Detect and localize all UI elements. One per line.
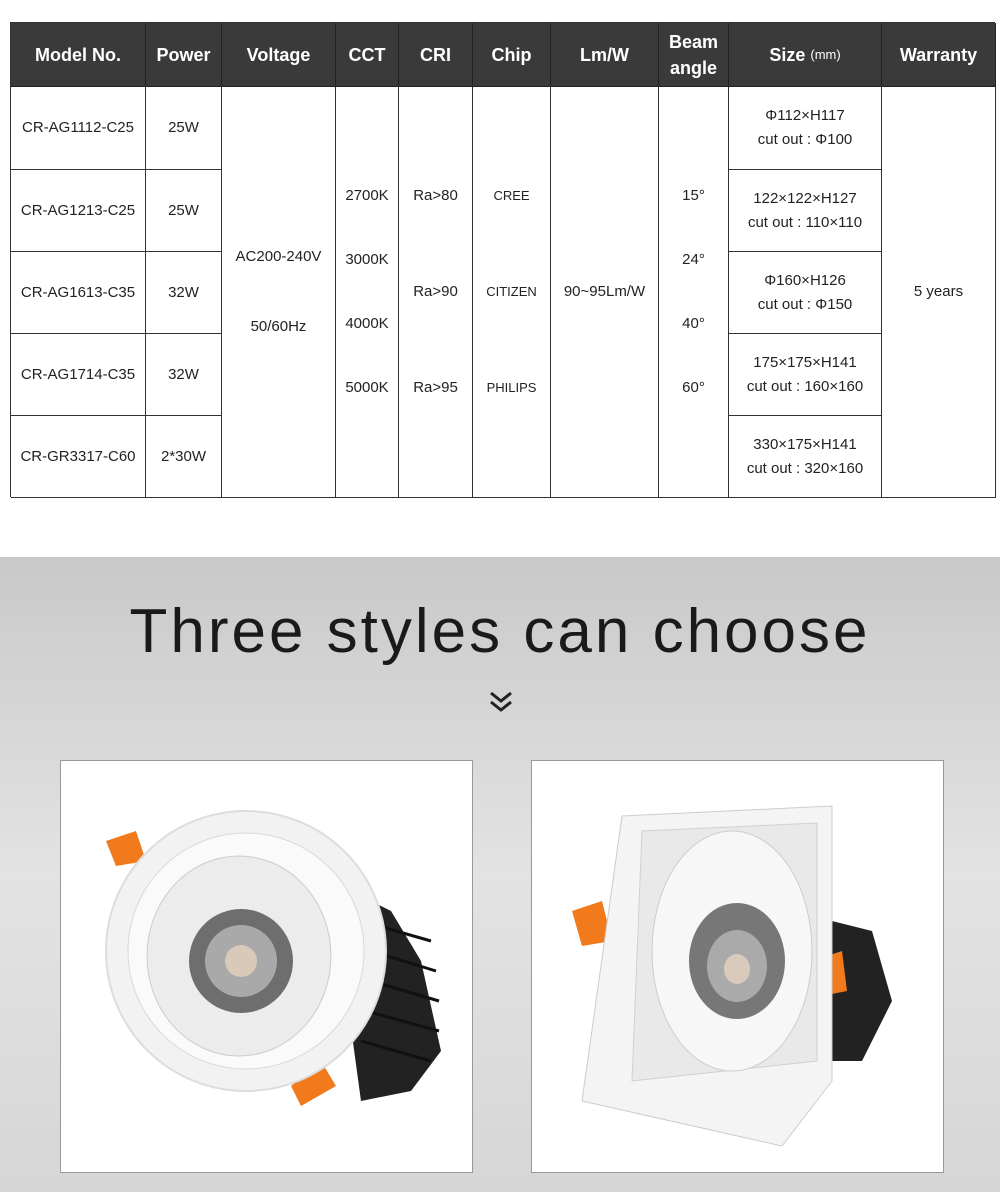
power-value: 32W — [168, 365, 199, 383]
voltage-frequency: 50/60Hz — [250, 318, 307, 335]
beam-cell — [659, 87, 729, 498]
header-lmw: Lm/W — [551, 23, 659, 87]
voltage-range: AC200-240V — [235, 248, 322, 265]
header-size — [729, 23, 882, 87]
power-value: 25W — [168, 201, 199, 219]
chip-value: PHILIPS — [486, 380, 537, 395]
double-chevron-down-icon — [488, 690, 514, 714]
power-cell — [146, 416, 222, 498]
power-cell — [146, 87, 222, 170]
header-size-unit: (mm) — [810, 46, 841, 62]
voltage-cell — [222, 87, 336, 498]
size-cutout: cut out : 160×160 — [746, 377, 864, 395]
size-cutout: cut out : 320×160 — [746, 459, 864, 477]
header-power: Power — [146, 23, 222, 87]
size-cutout: cut out : 110×110 — [747, 213, 863, 231]
power-cell — [146, 170, 222, 252]
spec-table — [10, 22, 995, 497]
round-downlight-image — [60, 760, 473, 1173]
beam-value: 40° — [682, 315, 705, 332]
size-cell — [729, 87, 882, 170]
size-cell — [729, 252, 882, 334]
size-dimensions: 122×122×H127 — [753, 189, 857, 207]
power-value: 2*30W — [160, 447, 207, 465]
lmw-cell — [551, 87, 659, 498]
header-beam: Beam angle — [659, 23, 729, 87]
model-cell — [11, 252, 146, 334]
size-dimensions: 175×175×H141 — [753, 353, 857, 371]
header-cri: CRI — [399, 23, 473, 87]
size-cell — [729, 416, 882, 498]
cct-value: 2700K — [345, 187, 389, 204]
model-cell — [11, 87, 146, 170]
size-cell — [729, 334, 882, 416]
cri-value: Ra>95 — [413, 379, 458, 396]
cct-value: 3000K — [345, 251, 389, 268]
power-cell — [146, 334, 222, 416]
model-value: CR-AG1213-C25 — [20, 201, 136, 219]
model-cell — [11, 416, 146, 498]
header-size-label: Size — [769, 44, 806, 65]
warranty-value: 5 years — [913, 283, 964, 300]
cct-cell — [336, 87, 399, 498]
size-cutout: cut out : Φ150 — [757, 295, 853, 313]
chip-value: CITIZEN — [486, 284, 537, 299]
header-cct: CCT — [336, 23, 399, 87]
cct-value: 5000K — [345, 379, 389, 396]
warranty-cell — [882, 87, 996, 498]
model-cell — [11, 334, 146, 416]
model-cell — [11, 170, 146, 252]
header-warranty: Warranty — [882, 23, 996, 87]
power-value: 25W — [168, 119, 199, 136]
model-value: CR-GR3317-C60 — [20, 447, 136, 465]
lmw-value: 90~95Lm/W — [563, 283, 646, 300]
power-cell — [146, 252, 222, 334]
power-value: 32W — [168, 283, 199, 301]
cri-value: Ra>90 — [413, 283, 458, 300]
model-value: CR-AG1112-C25 — [22, 119, 134, 136]
cri-value: Ra>80 — [413, 187, 458, 204]
beam-value: 15° — [682, 187, 705, 204]
header-voltage: Voltage — [222, 23, 336, 87]
beam-value: 60° — [682, 379, 705, 396]
section-title: Three styles can choose — [129, 597, 871, 666]
size-dimensions: 330×175×H141 — [753, 435, 857, 453]
square-downlight-image — [531, 760, 944, 1173]
header-chip: Chip — [473, 23, 551, 87]
chip-cell — [473, 87, 551, 498]
header-model: Model No. — [11, 23, 146, 87]
beam-value: 24° — [682, 251, 705, 268]
size-dimensions: Φ112×H117 — [765, 107, 845, 124]
cct-value: 4000K — [345, 315, 389, 332]
chip-value: CREE — [493, 188, 530, 203]
size-cell — [729, 170, 882, 252]
size-cutout: cut out : Φ100 — [757, 131, 853, 148]
size-dimensions: Φ160×H126 — [764, 271, 846, 289]
model-value: CR-AG1714-C35 — [20, 365, 136, 383]
cri-cell — [399, 87, 473, 498]
model-value: CR-AG1613-C35 — [20, 283, 136, 301]
